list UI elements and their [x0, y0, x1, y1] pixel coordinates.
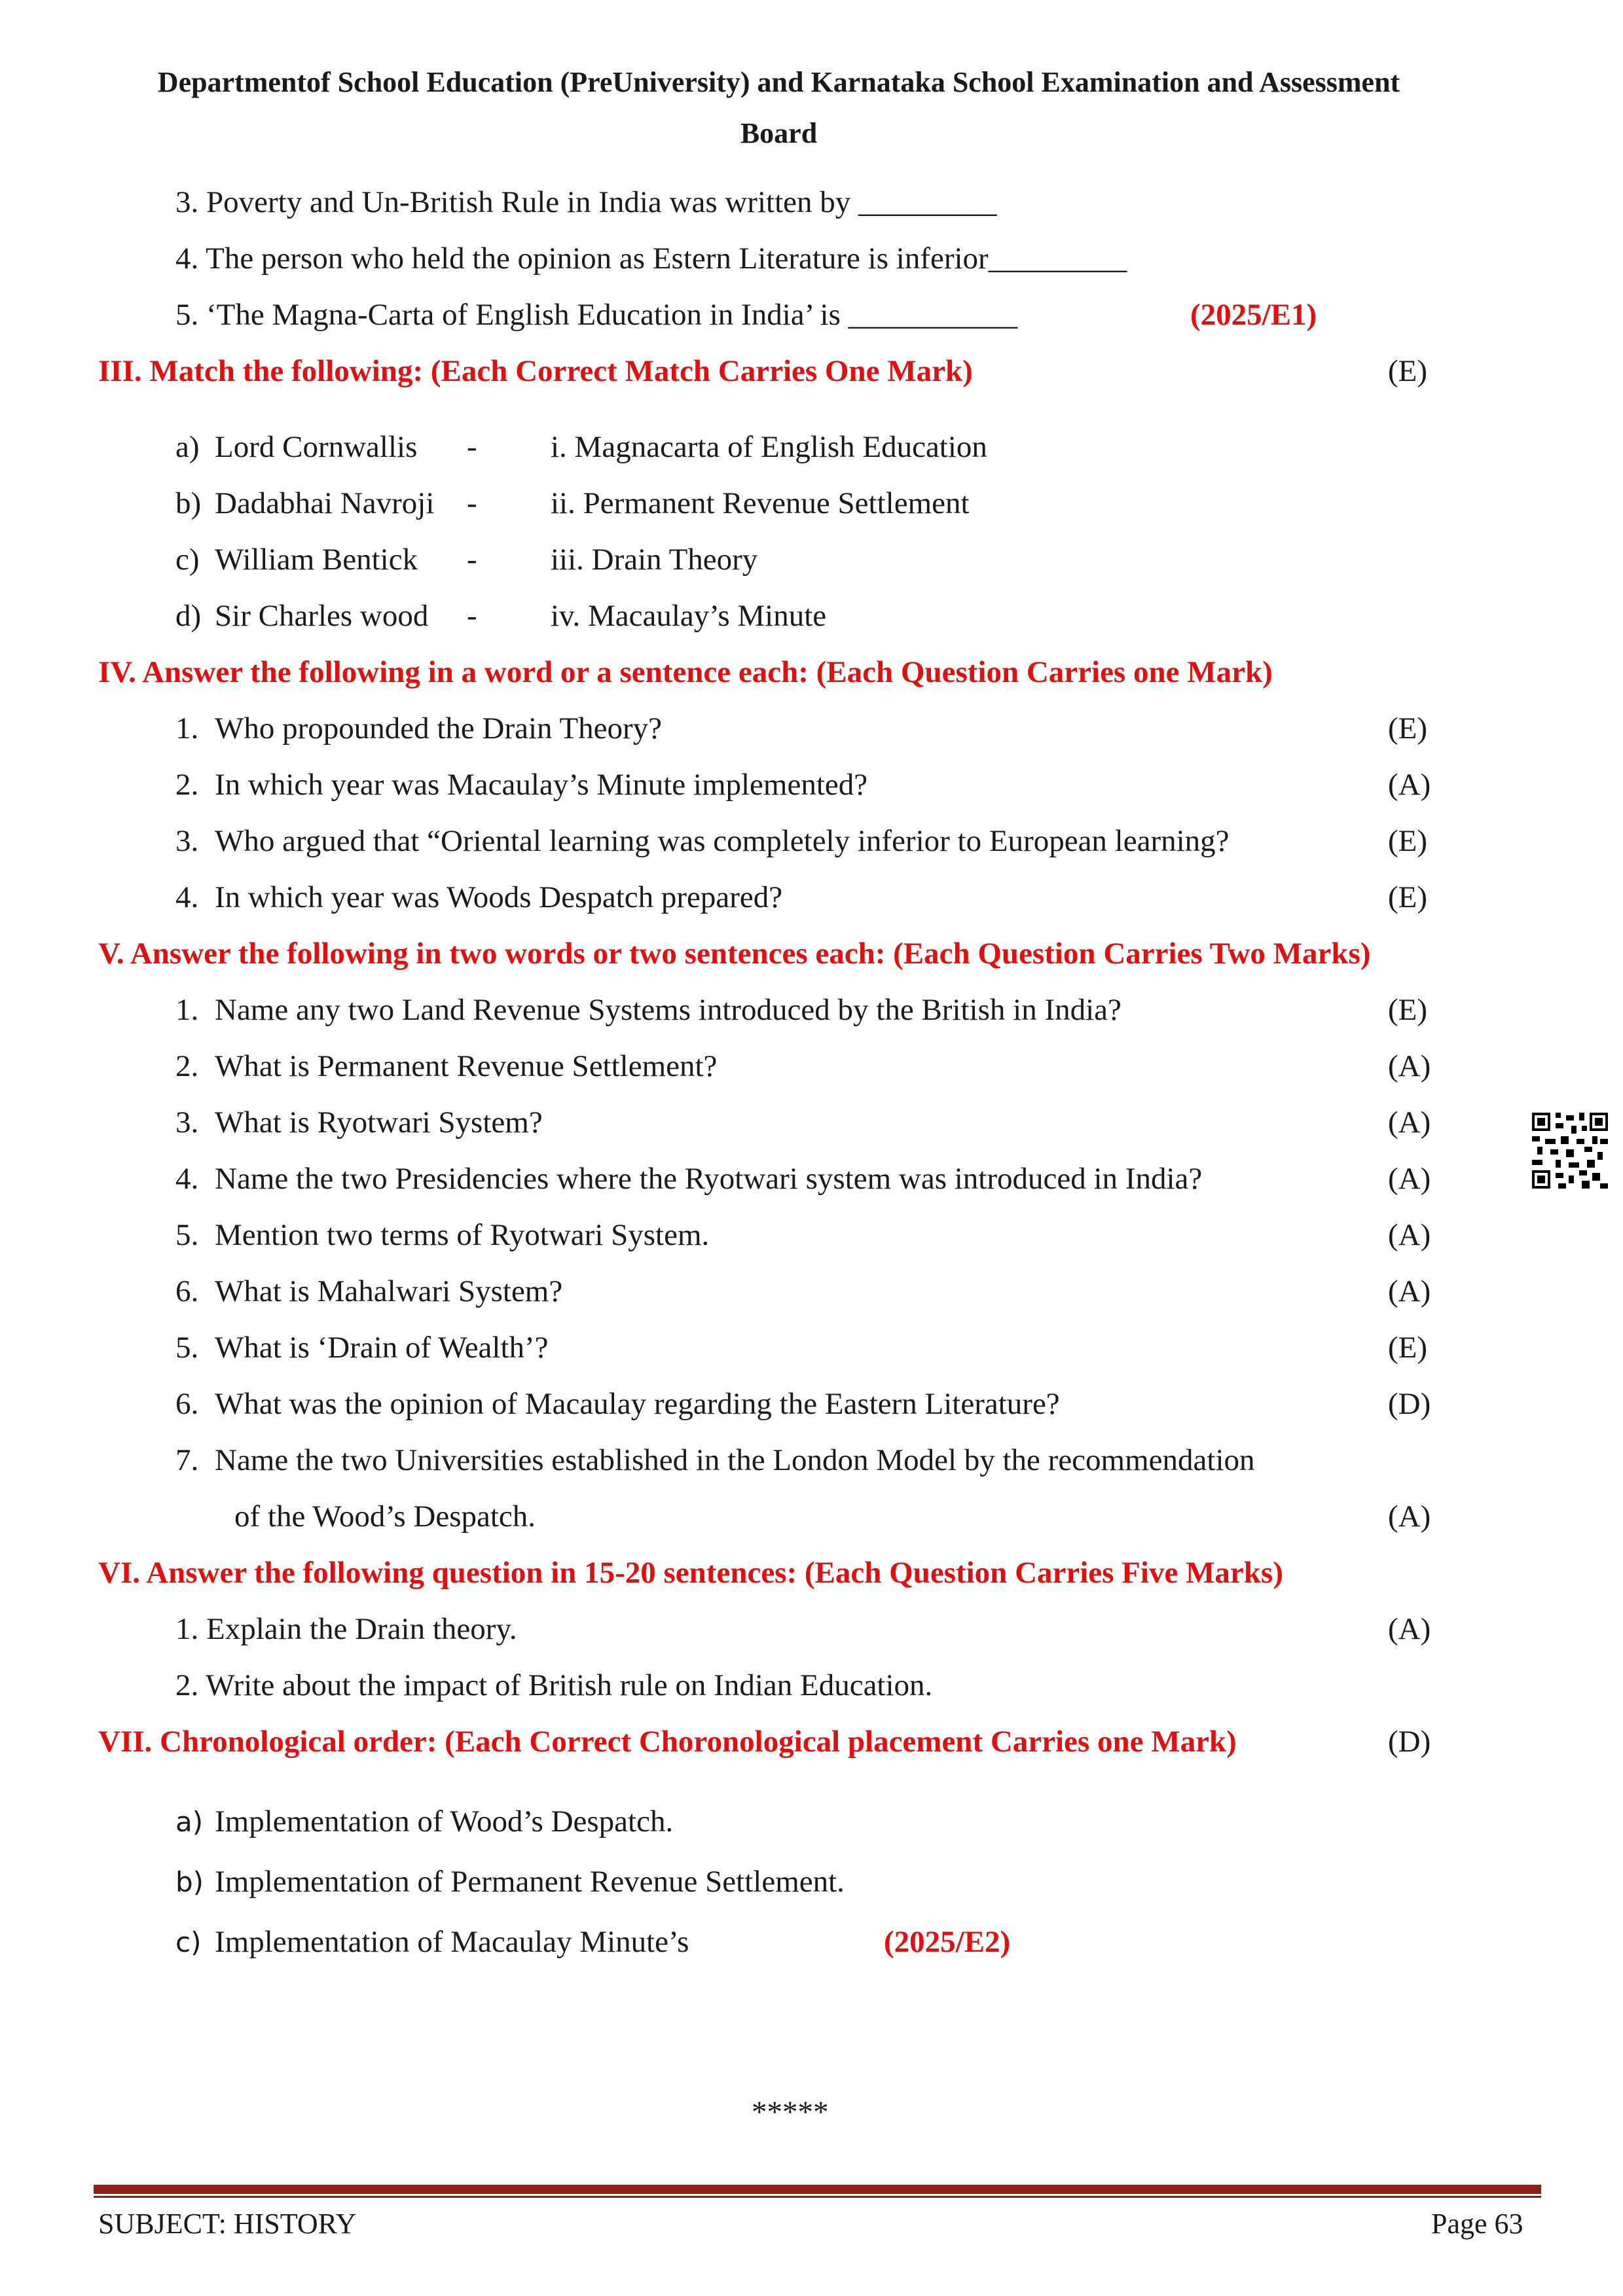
end-marker: *****: [752, 2095, 829, 2129]
footer-page-number: Page 63: [1431, 2208, 1523, 2240]
header-line-1: Departmentof School Education (PreUniversity) and Karnataka School Examination and Assessment: [157, 66, 1400, 98]
question-code: (A): [1388, 1612, 1431, 1646]
question-item: 7. Name the two Universities established in the London Model by the recommendation: [175, 1443, 1255, 1477]
section-iv-title: IV. Answer the following in a word or a sentence each: (Each Question Carries one Mark): [98, 655, 1273, 689]
section-vii-code: (D): [1388, 1725, 1431, 1759]
match-right: ii. Permanent Revenue Settlement: [551, 486, 970, 520]
question-item: 4. In which year was Woods Despatch prepared?: [175, 880, 783, 914]
match-dash: -: [467, 543, 477, 577]
question-item: 3. Who argued that “Oriental learning was completely inferior to European learning?: [175, 824, 1230, 858]
question-code: (E): [1388, 993, 1428, 1027]
section-iii-title: III. Match the following: (Each Correct Match Carries One Mark): [98, 354, 973, 388]
section-v-title: V. Answer the following in two words or two sentences each: (Each Question Carries Two Marks): [98, 937, 1371, 971]
header-line-2: Board: [740, 117, 818, 149]
question-item: 2. Write about the impact of British rule on Indian Education.: [175, 1668, 933, 1702]
section-iii-code: (E): [1388, 354, 1428, 388]
question-code: (E): [1388, 824, 1428, 858]
match-right: iii. Drain Theory: [551, 543, 758, 577]
chrono-item: a) Implementation of Wood’s Despatch.: [175, 1804, 674, 1839]
section-vi-title: VI. Answer the following question in 15-20 sentences: (Each Question Carries Five Marks): [98, 1556, 1283, 1590]
match-dash: -: [467, 599, 477, 633]
match-dash: -: [467, 486, 477, 520]
year-tag-e2: (2025/E2): [884, 1925, 1011, 1959]
question-item: 5. What is ‘Drain of Wealth’?: [175, 1331, 549, 1365]
match-left: Lord Cornwallis: [215, 430, 418, 464]
question-code: (E): [1388, 880, 1428, 914]
chrono-item: b) Implementation of Permanent Revenue Settlement.: [175, 1865, 845, 1899]
question-item: 1. Explain the Drain theory.: [175, 1612, 517, 1646]
question-item: 2. In which year was Macaulay’s Minute implemented?: [175, 768, 868, 802]
question-code: (A): [1388, 1105, 1431, 1139]
match-row: [175, 598, 826, 634]
fill-blank-3: 3. Poverty and Un-British Rule in India was written by _________: [175, 185, 997, 219]
footer-rule-thin: [94, 2196, 1541, 2198]
question-item: 5. Mention two terms of Ryotwari System.: [175, 1218, 710, 1252]
qr-code-icon: [1532, 1113, 1608, 1189]
match-left: Sir Charles wood: [215, 599, 429, 633]
question-code: (D): [1388, 1387, 1431, 1421]
question-item: 2. What is Permanent Revenue Settlement?: [175, 1049, 718, 1083]
match-right: i. Magnacarta of English Education: [551, 430, 987, 464]
year-tag-e1: (2025/E1): [1190, 298, 1317, 332]
question-item: 4. Name the two Presidencies where the Ryotwari system was introduced in India?: [175, 1162, 1203, 1196]
footer-rule-thick: [94, 2185, 1541, 2194]
question-code: (A): [1388, 1499, 1431, 1534]
question-item: 6. What is Mahalwari System?: [175, 1274, 563, 1308]
match-left: William Bentick: [215, 543, 418, 577]
question-code: (E): [1388, 711, 1428, 745]
section-vii-title: VII. Chronological order: (Each Correct Choronological placement Carries one Mark): [98, 1725, 1237, 1759]
question-code: (A): [1388, 1162, 1431, 1196]
question-code: (A): [1388, 768, 1431, 802]
question-code: (A): [1388, 1218, 1431, 1252]
match-label: b): [175, 486, 202, 520]
question-item: 1. Who propounded the Drain Theory?: [175, 711, 663, 745]
fill-blank-4: 4. The person who held the opinion as Estern Literature is inferior_________: [175, 242, 1127, 276]
match-label: c): [175, 543, 200, 577]
question-code: (E): [1388, 1331, 1428, 1365]
question-code: (A): [1388, 1049, 1431, 1083]
fill-blank-5: 5. ‘The Magna-Carta of English Education in India’ is ___________: [175, 298, 1018, 332]
question-item: 3. What is Ryotwari System?: [175, 1105, 543, 1139]
match-row: [175, 429, 987, 465]
match-row: [175, 542, 757, 577]
match-row: [175, 486, 970, 521]
question-code: (A): [1388, 1274, 1431, 1308]
footer-subject: SUBJECT: HISTORY: [98, 2208, 357, 2240]
question-continuation: of the Wood’s Despatch.: [234, 1499, 536, 1534]
match-label: d): [175, 599, 202, 633]
match-label: a): [175, 430, 200, 464]
match-dash: -: [467, 430, 477, 464]
match-right: iv. Macaulay’s Minute: [551, 599, 827, 633]
chrono-item: c) Implementation of Macaulay Minute’s: [175, 1925, 689, 1959]
match-left: Dadabhai Navroji: [215, 486, 435, 520]
question-item: 6. What was the opinion of Macaulay regarding the Eastern Literature?: [175, 1387, 1060, 1421]
question-item: 1. Name any two Land Revenue Systems introduced by the British in India?: [175, 993, 1122, 1027]
